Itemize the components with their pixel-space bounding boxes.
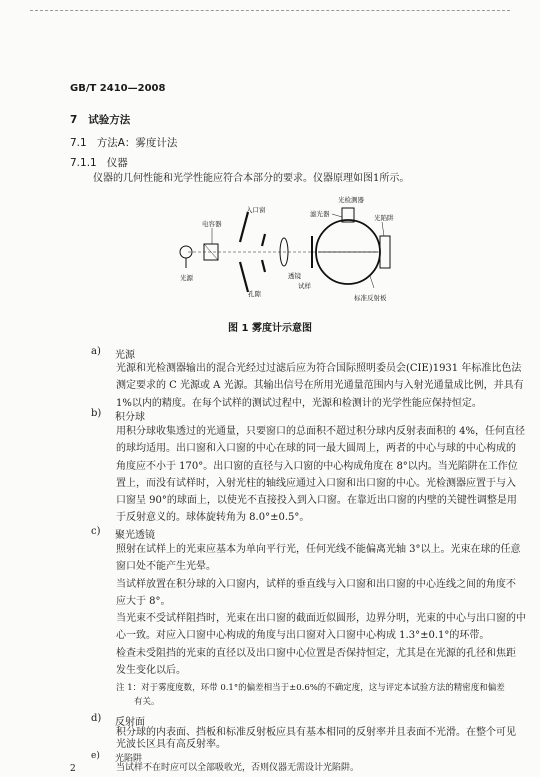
item-c-body [116, 541, 526, 679]
haze-meter-diagram [170, 192, 420, 310]
item-c-line: 窗口处不能产生光晕。 [116, 561, 216, 573]
standard-number: GB/T 2410—2008 [70, 83, 166, 94]
intro-paragraph: 仪器的几何性能和光学性能应符合本部分的要求。仪器原理如图1所示。 [93, 173, 410, 184]
item-c-line: 当光束不受试样阻挡时，光束在出口窗的截面近似圆形，边界分明，光束的中心与出口窗的中 [116, 613, 526, 625]
item-d-line: 光波长区具有高反射率。 [116, 739, 226, 750]
light-trap [380, 236, 390, 268]
item-e-mark: e) [91, 751, 100, 761]
label-entrance: 入口窗 [246, 206, 266, 214]
item-b-mark: b) [91, 408, 102, 419]
item-c-line: 发生变化以后。 [116, 665, 186, 677]
label-source: 光源 [180, 274, 193, 282]
label-lens: 透镜 [288, 272, 301, 280]
item-d-mark: d) [91, 713, 102, 724]
label-std-plate: 标准反射板 [354, 294, 387, 302]
section-7-title: 试验方法 [88, 114, 131, 126]
item-a-line: 光源和光检测器输出的混合光经过过滤后应为符合国际照明委员会(CIE)1931 年标准比色法 [116, 363, 522, 374]
page-number: 2 [70, 764, 76, 774]
label-condenser: 电容器 [202, 220, 222, 228]
item-e-body [116, 763, 496, 774]
label-filter: 滤光器 [310, 210, 330, 218]
section-71-number: 7.1 [70, 137, 87, 149]
aperture-plate-top [262, 234, 265, 246]
item-b-heading [91, 408, 145, 423]
item-c-line: 当试样放置在积分球的入口窗内，试样的垂直线与入口窗和出口窗的中心连线之间的角度不 [116, 578, 516, 590]
section-711-title: 仪器 [106, 157, 128, 169]
item-a-body [116, 360, 524, 412]
note-line: 有关。 [134, 697, 160, 707]
section-7-heading [70, 112, 130, 127]
section-711-heading [70, 155, 128, 170]
label-aperture: 孔隙 [248, 290, 261, 298]
item-b-body [116, 423, 526, 527]
note-1 [116, 681, 505, 709]
item-c-line: 照射在试样上的光束应基本为单向平行光，任何光线不能偏离光轴 3°以上。光束在球的任意 [116, 544, 521, 555]
item-a-mark: a) [91, 346, 101, 357]
item-b-title: 积分球 [115, 412, 145, 423]
label-sample: 试样 [298, 282, 311, 290]
entrance-plate-top [240, 212, 248, 242]
item-b-line: 用积分球收集透过的光通量，只要窗口的总面积不超过积分球内反射表面积的 4%，任何直径 [116, 426, 526, 437]
item-c-line: 应大于 8°。 [116, 595, 171, 607]
section-71-heading [70, 135, 177, 150]
item-b-line: 于反射意义的。球体旋转角为 8.0°±0.5°。 [116, 512, 310, 524]
item-d-body [116, 727, 516, 751]
item-c-heading [91, 526, 155, 541]
item-b-line: 口窗呈 90°的球面上，以使光不直接投入到入口窗。在靠近出口窗的内壁的关键性调整是用 [116, 495, 517, 507]
label-trap: 光陷阱 [374, 214, 394, 222]
figure-caption: 图 1 雾度计示意图 [228, 323, 312, 334]
aperture-plate-bottom [262, 260, 265, 272]
item-c-line: 检查未受阻挡的光束的直径以及出口窗中心位置是否保持恒定，尤其是在光源的孔径和焦距 [116, 647, 516, 659]
section-7-number: 7 [70, 114, 78, 126]
item-b-line: 置上，而没有试样时，入射光柱的轴线应通过入口窗和出口窗的中心。光检测器应置于与入 [116, 477, 516, 489]
item-e-line: 当试样不在时应可以全部吸收光，否则仪器无需设计光陷阱。 [116, 763, 360, 773]
item-a-title: 光源 [115, 350, 135, 361]
item-a-line: 1%以内的精度。在每个试样的测试过程中，光源和检测计的光学性能应保持恒定。 [116, 397, 482, 409]
item-d-line: 积分球的内表面、挡板和标准反射板应具有基本相同的反射率并且表面不光滑。在整个可见 [116, 727, 516, 738]
section-71-title: 方法A：雾度计法 [96, 137, 178, 149]
label-detector: 光检测器 [338, 196, 364, 204]
item-a-line: 测定要求的 C 光源或 A 光源。其输出信号在所用光通量范围内与入射光通量成比例，并具有 [116, 380, 524, 392]
item-a-heading [91, 346, 135, 361]
item-c-mark: c) [91, 526, 101, 537]
note-line: 注 1：对于雾度度数，环带 0.1°的偏差相当于±0.6%的不确定度，这与评定本试验方法的精密度和偏差 [116, 683, 505, 693]
item-c-title: 聚光透镜 [115, 530, 155, 541]
item-b-line: 角度应不小于 170°。出口窗的直径与入口窗的中心构成角度在 8°以内。当光陷阱在工作位 [116, 460, 518, 472]
section-711-number: 7.1.1 [70, 157, 97, 169]
top-rule [30, 10, 510, 11]
item-d-heading [91, 713, 145, 728]
item-c-line: 心一致。对应入口窗中心构成的角度与出口窗对入口窗中心构成 1.3°±0.1°的环带。 [116, 630, 490, 642]
entrance-plate-bottom [240, 262, 248, 292]
item-e-heading [91, 751, 143, 764]
item-e-title: 光陷阱 [115, 754, 143, 764]
item-b-line: 的球均适用。出口窗和入口窗的中心在球的同一最大圆周上，两者的中心与球的中心构成的 [116, 443, 516, 455]
item-d-title: 反射面 [115, 717, 145, 728]
